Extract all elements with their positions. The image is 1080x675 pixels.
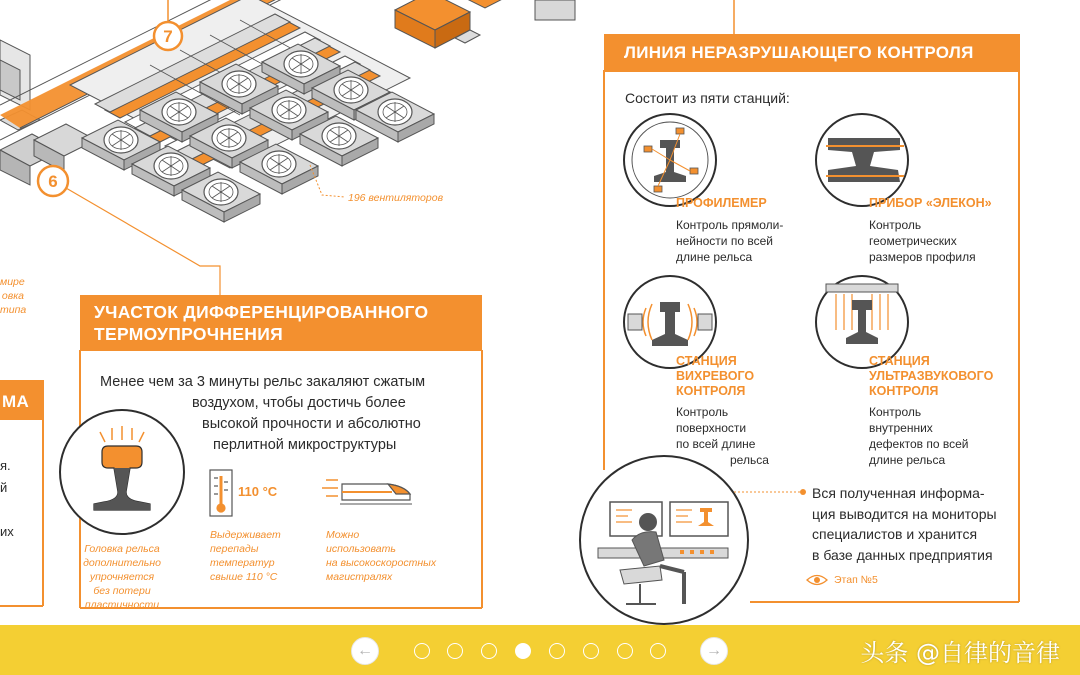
slide-dot-7[interactable] xyxy=(617,643,633,659)
station-eddy-current xyxy=(676,354,796,468)
operator-graphic xyxy=(580,456,748,624)
station-profilemer xyxy=(676,196,806,265)
watermark: 头条 @自律的音律 xyxy=(860,639,1060,667)
rail-head-caption: Головка рельса дополнительно упрочняется без потери пластичности xyxy=(83,543,161,611)
step-6-label: 6 xyxy=(48,172,58,191)
eye-icon xyxy=(806,574,828,586)
left-box-title: МА xyxy=(0,380,44,420)
ndt-title: ЛИНИЯ НЕРАЗРУШАЮЩЕГО КОНТРОЛЯ xyxy=(604,34,1020,72)
train-caption: Можно использовать на высокоскоростных магистралях xyxy=(326,529,437,583)
station-description: Контроль внутренних дефектов по всей длине рельса xyxy=(869,405,969,467)
slide-dot-6[interactable] xyxy=(583,643,599,659)
arrow-left-icon: ← xyxy=(357,642,373,659)
fans-count-note: 196 вентиляторов xyxy=(348,192,444,204)
station-name: ПРИБОР «ЭЛЕКОН» xyxy=(869,196,992,210)
slider-nav-bar xyxy=(0,625,1080,675)
profilemer-icon-graphic xyxy=(624,114,716,206)
station-name: ПРОФИЛЕМЕР xyxy=(676,196,767,210)
station-elekon xyxy=(869,196,1009,265)
slide-dot-3[interactable] xyxy=(481,643,497,659)
left-fragment-text: мире овка типа xyxy=(0,276,27,316)
ndt-intro: Состоит из пяти станций: xyxy=(625,90,790,106)
train-graphic xyxy=(322,480,412,504)
step-7-label: 7 xyxy=(163,27,173,46)
monitor-info-text: Вся полученная информа- ция выводится на мониторы специалистов и хранится в базе данных предприятия xyxy=(812,485,997,563)
temperature-caption: Выдерживает перепады температур свыше 110 °C xyxy=(210,529,281,583)
stage-label: Этап №5 xyxy=(834,574,878,586)
thermo-title: УЧАСТОК ДИФФЕРЕНЦИРОВАННОГО ТЕРМОУПРОЧНЕНИЯ xyxy=(80,295,482,351)
station-name: СТАНЦИЯ УЛЬТРАЗВУКОВОГО КОНТРОЛЯ xyxy=(869,354,994,398)
thermo-description: Менее чем за 3 минуты рельс закаляют сжатым воздухом, чтобы достичь более высокой прочности и абсолютно перлитной микроструктуры xyxy=(100,374,426,453)
next-slide-button[interactable] xyxy=(700,637,728,665)
arrow-right-icon: → xyxy=(706,642,722,659)
station-ultrasonic xyxy=(869,354,1009,468)
station-description: Контроль геометрических размеров профиля xyxy=(869,218,976,264)
slide-dot-8[interactable] xyxy=(650,643,666,659)
station-description: Контроль поверхности по всей длине рельса xyxy=(676,405,769,467)
slide-dot-1[interactable] xyxy=(414,643,430,659)
stage-indicator xyxy=(806,573,878,587)
thermometer-graphic xyxy=(210,470,232,516)
left-box-text: я. й их xyxy=(0,458,14,539)
station-name: СТАНЦИЯ ВИХРЕВОГО КОНТРОЛЯ xyxy=(676,354,755,398)
elekon-icon-graphic xyxy=(816,114,908,206)
slide-dot-2[interactable] xyxy=(447,643,463,659)
prev-slide-button[interactable] xyxy=(351,637,379,665)
slide-dot-5[interactable] xyxy=(549,643,565,659)
slide-dot-4[interactable] xyxy=(515,643,531,659)
temperature-value: 110 °C xyxy=(238,484,278,499)
station-description: Контроль прямоли- нейности по всей длине рельса xyxy=(676,218,784,264)
transfer-machine xyxy=(395,0,575,48)
